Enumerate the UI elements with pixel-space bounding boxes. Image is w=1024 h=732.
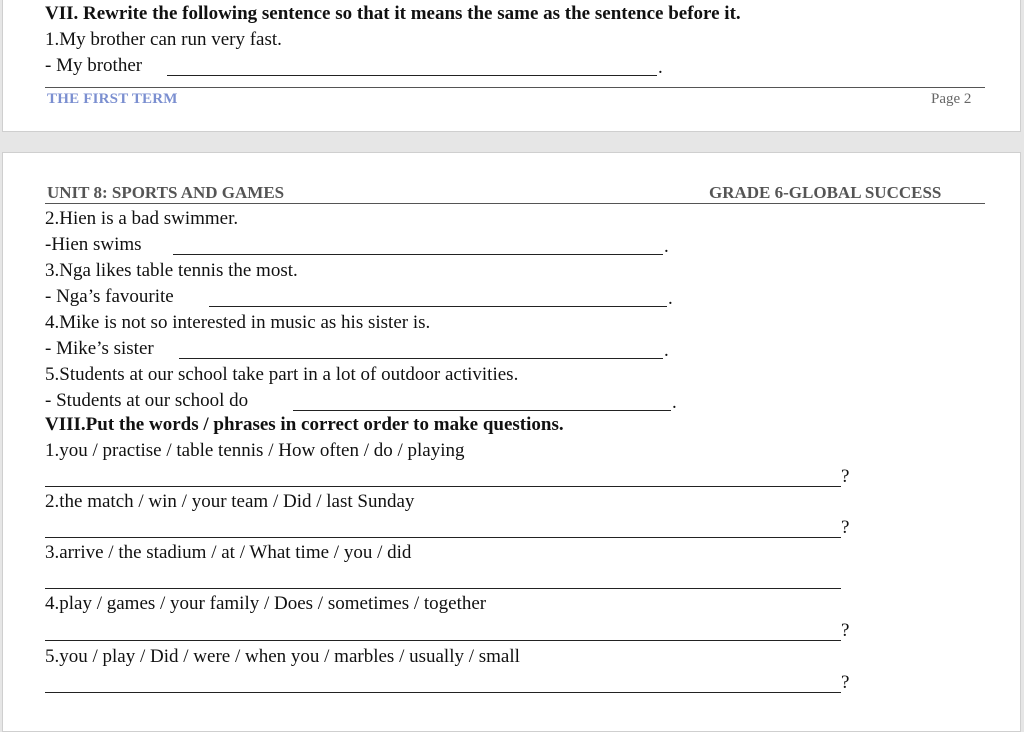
reorder-3-words: 3.arrive / the stadium / at / What time / you / did [45, 542, 412, 563]
question-4-prompt: - Mike’s sister [45, 338, 154, 359]
footer-page-number: Page 2 [931, 91, 972, 107]
reorder-mark-5: ? [841, 672, 850, 693]
reorder-2-words: 2.the match / win / your team / Did / last Sunday [45, 491, 415, 512]
answer-period-5: . [672, 392, 677, 413]
footer-term-label: THE FIRST TERM [47, 91, 178, 107]
section-vii-title: VII. Rewrite the following sentence so that it means the same as the sentence before it. [45, 3, 741, 24]
footer-rule [45, 87, 985, 88]
section-viii-title: VIII.Put the words / phrases in correct order to make questions. [45, 414, 564, 435]
answer-blank-3[interactable] [209, 306, 667, 307]
question-1-sentence: 1.My brother can run very fast. [45, 29, 282, 50]
reorder-5-words: 5.you / play / Did / were / when you / marbles / usually / small [45, 646, 520, 667]
reorder-4-words: 4.play / games / your family / Does / sometimes / together [45, 593, 487, 614]
question-5-sentence: 5.Students at our school take part in a lot of outdoor activities. [45, 364, 519, 385]
reorder-mark-2: ? [841, 517, 850, 538]
answer-period-3: . [668, 288, 673, 309]
question-4-sentence: 4.Mike is not so interested in music as his sister is. [45, 312, 431, 333]
answer-period-1: . [658, 57, 663, 78]
question-3-prompt: - Nga’s favourite [45, 286, 174, 307]
question-2-sentence: 2.Hien is a bad swimmer. [45, 208, 239, 229]
question-5-prompt: - Students at our school do [45, 390, 249, 411]
header-grade-title: GRADE 6-GLOBAL SUCCESS [709, 183, 942, 202]
reorder-blank-1[interactable] [45, 486, 841, 487]
header-rule [45, 203, 985, 204]
answer-blank-5[interactable] [293, 410, 671, 411]
answer-blank-2[interactable] [173, 254, 663, 255]
question-3-sentence: 3.Nga likes table tennis the most. [45, 260, 298, 281]
reorder-mark-1: ? [841, 466, 850, 487]
reorder-blank-2[interactable] [45, 537, 841, 538]
question-1-prompt: - My brother [45, 55, 143, 76]
answer-period-4: . [664, 340, 669, 361]
reorder-blank-4[interactable] [45, 640, 841, 641]
answer-blank-1[interactable] [167, 75, 657, 76]
reorder-blank-5[interactable] [45, 692, 841, 693]
answer-blank-4[interactable] [179, 358, 663, 359]
header-unit-title: UNIT 8: SPORTS AND GAMES [47, 183, 285, 202]
reorder-mark-4: ? [841, 620, 850, 641]
worksheet-page-bottom [2, 152, 1021, 732]
reorder-blank-3[interactable] [45, 588, 841, 589]
worksheet-page-top [2, 0, 1021, 132]
question-2-prompt: -Hien swims [45, 234, 142, 255]
answer-period-2: . [664, 236, 669, 257]
reorder-1-words: 1.you / practise / table tennis / How often / do / playing [45, 440, 465, 461]
